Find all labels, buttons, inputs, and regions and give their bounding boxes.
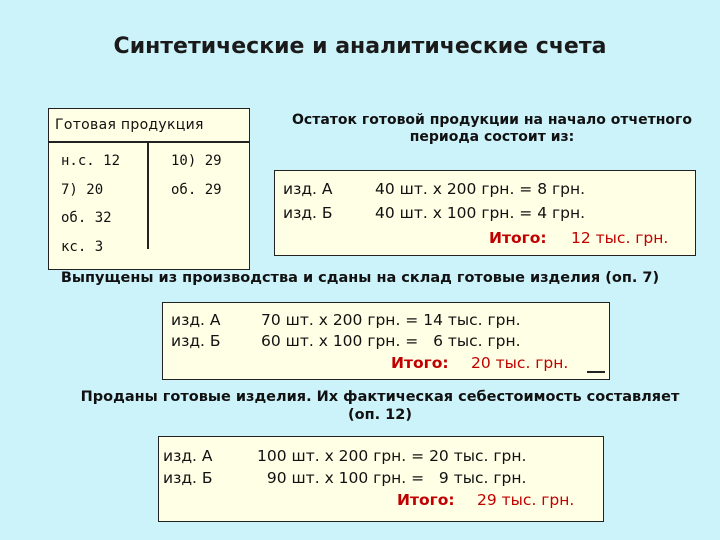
opening-balance-box [274, 170, 696, 256]
released-total-label: Итого: [391, 354, 449, 372]
opening-calc-b: 40 шт. х 100 грн. = 4 грн. [375, 204, 586, 222]
released-calc-a: 70 шт. х 200 грн. = 14 тыс. грн. [261, 311, 521, 329]
opening-item-b: изд. Б [283, 204, 333, 222]
debit-turnover: об. 32 [61, 210, 112, 226]
sold-item-b: изд. Б [163, 469, 213, 487]
opening-item-a: изд. А [283, 180, 333, 198]
opening-total-label: Итого: [489, 229, 547, 247]
underline-mark [587, 371, 605, 373]
sold-total-label: Итого: [397, 491, 455, 509]
t-account-header: Готовая продукция [55, 117, 204, 133]
credit-entry: 10) 29 [171, 153, 222, 169]
debit-entry: 7) 20 [61, 182, 104, 198]
debit-opening-balance: н.с. 12 [61, 153, 121, 169]
released-box [162, 302, 610, 380]
sold-heading: Проданы готовые изделия. Их фактическая себестоимость составляет (оп. 12) [80, 389, 680, 423]
t-account-vertical-line [147, 141, 149, 249]
sold-calc-b: 90 шт. х 100 грн. = 9 тыс. грн. [257, 469, 527, 487]
released-total-value: 20 тыс. грн. [471, 354, 569, 372]
credit-turnover: об. 29 [171, 182, 222, 198]
released-item-a: изд. А [171, 311, 221, 329]
page-title: Синтетические и аналитические счета [113, 34, 607, 59]
debit-closing-balance: кс. 3 [61, 239, 104, 255]
sold-total-value: 29 тыс. грн. [477, 491, 575, 509]
t-account-horizontal-line [49, 141, 249, 143]
released-item-b: изд. Б [171, 332, 221, 350]
sold-calc-a: 100 шт. х 200 грн. = 20 тыс. грн. [257, 447, 527, 465]
opening-calc-a: 40 шт. х 200 грн. = 8 грн. [375, 180, 586, 198]
sold-box [158, 436, 604, 522]
t-account-finished-goods [48, 108, 250, 270]
sold-item-a: изд. А [163, 447, 213, 465]
released-heading: Выпущены из производства и сданы на склад готовые изделия (оп. 7) [60, 270, 660, 286]
opening-balance-heading: Остаток готовой продукции на начало отчетного периода состоит из: [292, 112, 692, 145]
opening-total-value: 12 тыс. грн. [571, 229, 669, 247]
released-calc-b: 60 шт. х 100 грн. = 6 тыс. грн. [261, 332, 521, 350]
